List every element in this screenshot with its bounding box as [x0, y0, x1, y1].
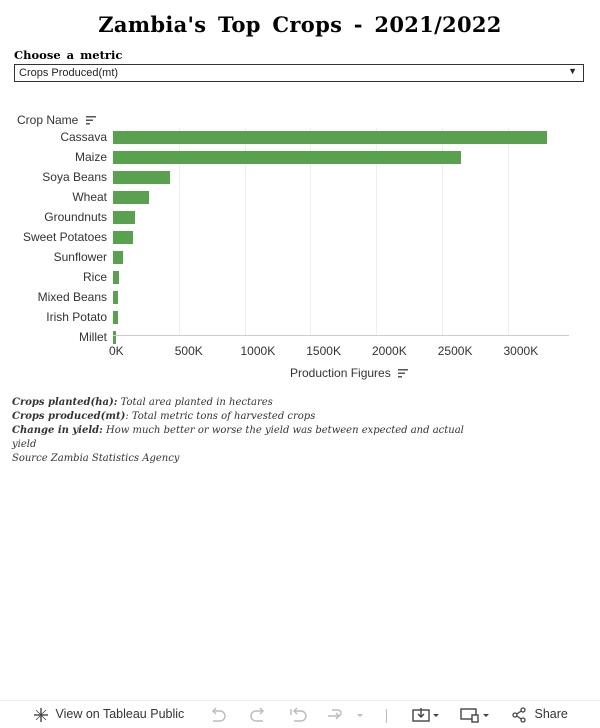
x-tick-label: 3000K [503, 344, 539, 358]
bar[interactable] [113, 231, 133, 244]
bar[interactable] [113, 311, 118, 324]
x-tick-label: 1000K [240, 344, 276, 358]
note-line [12, 396, 472, 410]
redo-icon [249, 707, 267, 723]
category-label: Millet [78, 330, 107, 344]
bar[interactable] [113, 271, 119, 284]
redo-button[interactable] [249, 707, 267, 723]
plot-area [0, 128, 600, 344]
refresh-button[interactable] [326, 707, 366, 723]
sort-icon[interactable] [398, 369, 408, 378]
note-line [12, 410, 472, 424]
note-text: Source Zambia Statistics Agency [12, 453, 180, 464]
note-line [12, 424, 472, 452]
category-label: Irish Potato [46, 310, 107, 324]
view-on-tableau-button[interactable] [33, 707, 184, 723]
bar[interactable] [113, 131, 547, 144]
bar[interactable] [113, 291, 118, 304]
dashboard-title: Zambia's Top Crops - 2021/2022 [98, 12, 502, 37]
category-label: Sweet Potatoes [22, 230, 107, 244]
category-label: Wheat [72, 190, 107, 204]
note-text: Total area planted in hectares [117, 397, 273, 408]
metric-label: Choose a metric [14, 48, 123, 62]
category-label: Cassava [60, 130, 107, 144]
bar[interactable] [113, 251, 123, 264]
bar[interactable] [113, 151, 461, 164]
note-term: Crops produced(mt) [12, 411, 126, 422]
x-axis-title[interactable] [290, 366, 408, 380]
metric-dropdown[interactable] [14, 64, 584, 82]
x-tick-label: 1500K [306, 344, 341, 358]
x-axis-title-label: Production Figures [290, 366, 391, 380]
bar[interactable] [113, 191, 149, 204]
x-axis-line [113, 335, 569, 336]
tableau-toolbar [0, 700, 600, 728]
metric-selected-value: Crops Produced(mt) [19, 67, 119, 79]
category-label: Maize [74, 150, 107, 164]
gridline [508, 128, 509, 335]
download-icon [412, 707, 442, 723]
share-button[interactable] [511, 707, 568, 723]
dropdown-arrow-icon: ▼ [568, 66, 577, 76]
x-tick-label: 500K [174, 344, 203, 358]
notes [12, 396, 472, 464]
note-term: Change in yield: [12, 425, 103, 436]
crop-name-header-label: Crop Name [17, 113, 79, 127]
x-tick-label: 2000K [372, 344, 407, 358]
revert-icon [289, 707, 307, 723]
category-label: Rice [82, 270, 107, 284]
category-label: Groundnuts [44, 210, 107, 224]
note-line [12, 452, 472, 466]
download-button[interactable] [412, 707, 442, 723]
note-text: : Total metric tons of harvested crops [125, 411, 316, 422]
crop-name-header[interactable] [17, 113, 96, 127]
tableau-logo-icon [33, 707, 49, 723]
view-on-tableau-label: View on Tableau Public [55, 707, 185, 722]
category-label: Soya Beans [42, 170, 107, 184]
bar[interactable] [113, 331, 116, 344]
sort-icon[interactable] [86, 116, 96, 125]
bar[interactable] [113, 171, 170, 184]
toolbar-divider [386, 709, 387, 723]
undo-icon [209, 707, 227, 723]
revert-button[interactable] [289, 707, 307, 723]
bar-chart [0, 108, 600, 393]
device-layout-icon [460, 707, 492, 723]
category-label: Mixed Beans [37, 290, 107, 304]
x-tick-label: 2500K [437, 344, 473, 358]
refresh-icon [326, 707, 366, 723]
share-label: Share [534, 707, 568, 722]
undo-button[interactable] [209, 707, 227, 723]
x-tick-label: 0K [109, 344, 124, 358]
note-term: Crops planted(ha): [12, 397, 118, 408]
device-layout-button[interactable] [460, 707, 492, 723]
bar[interactable] [113, 211, 135, 224]
share-icon [511, 707, 527, 723]
note-text: How much better or worse the yield was between expected and actual yield [12, 425, 464, 450]
category-label: Sunflower [53, 250, 107, 264]
